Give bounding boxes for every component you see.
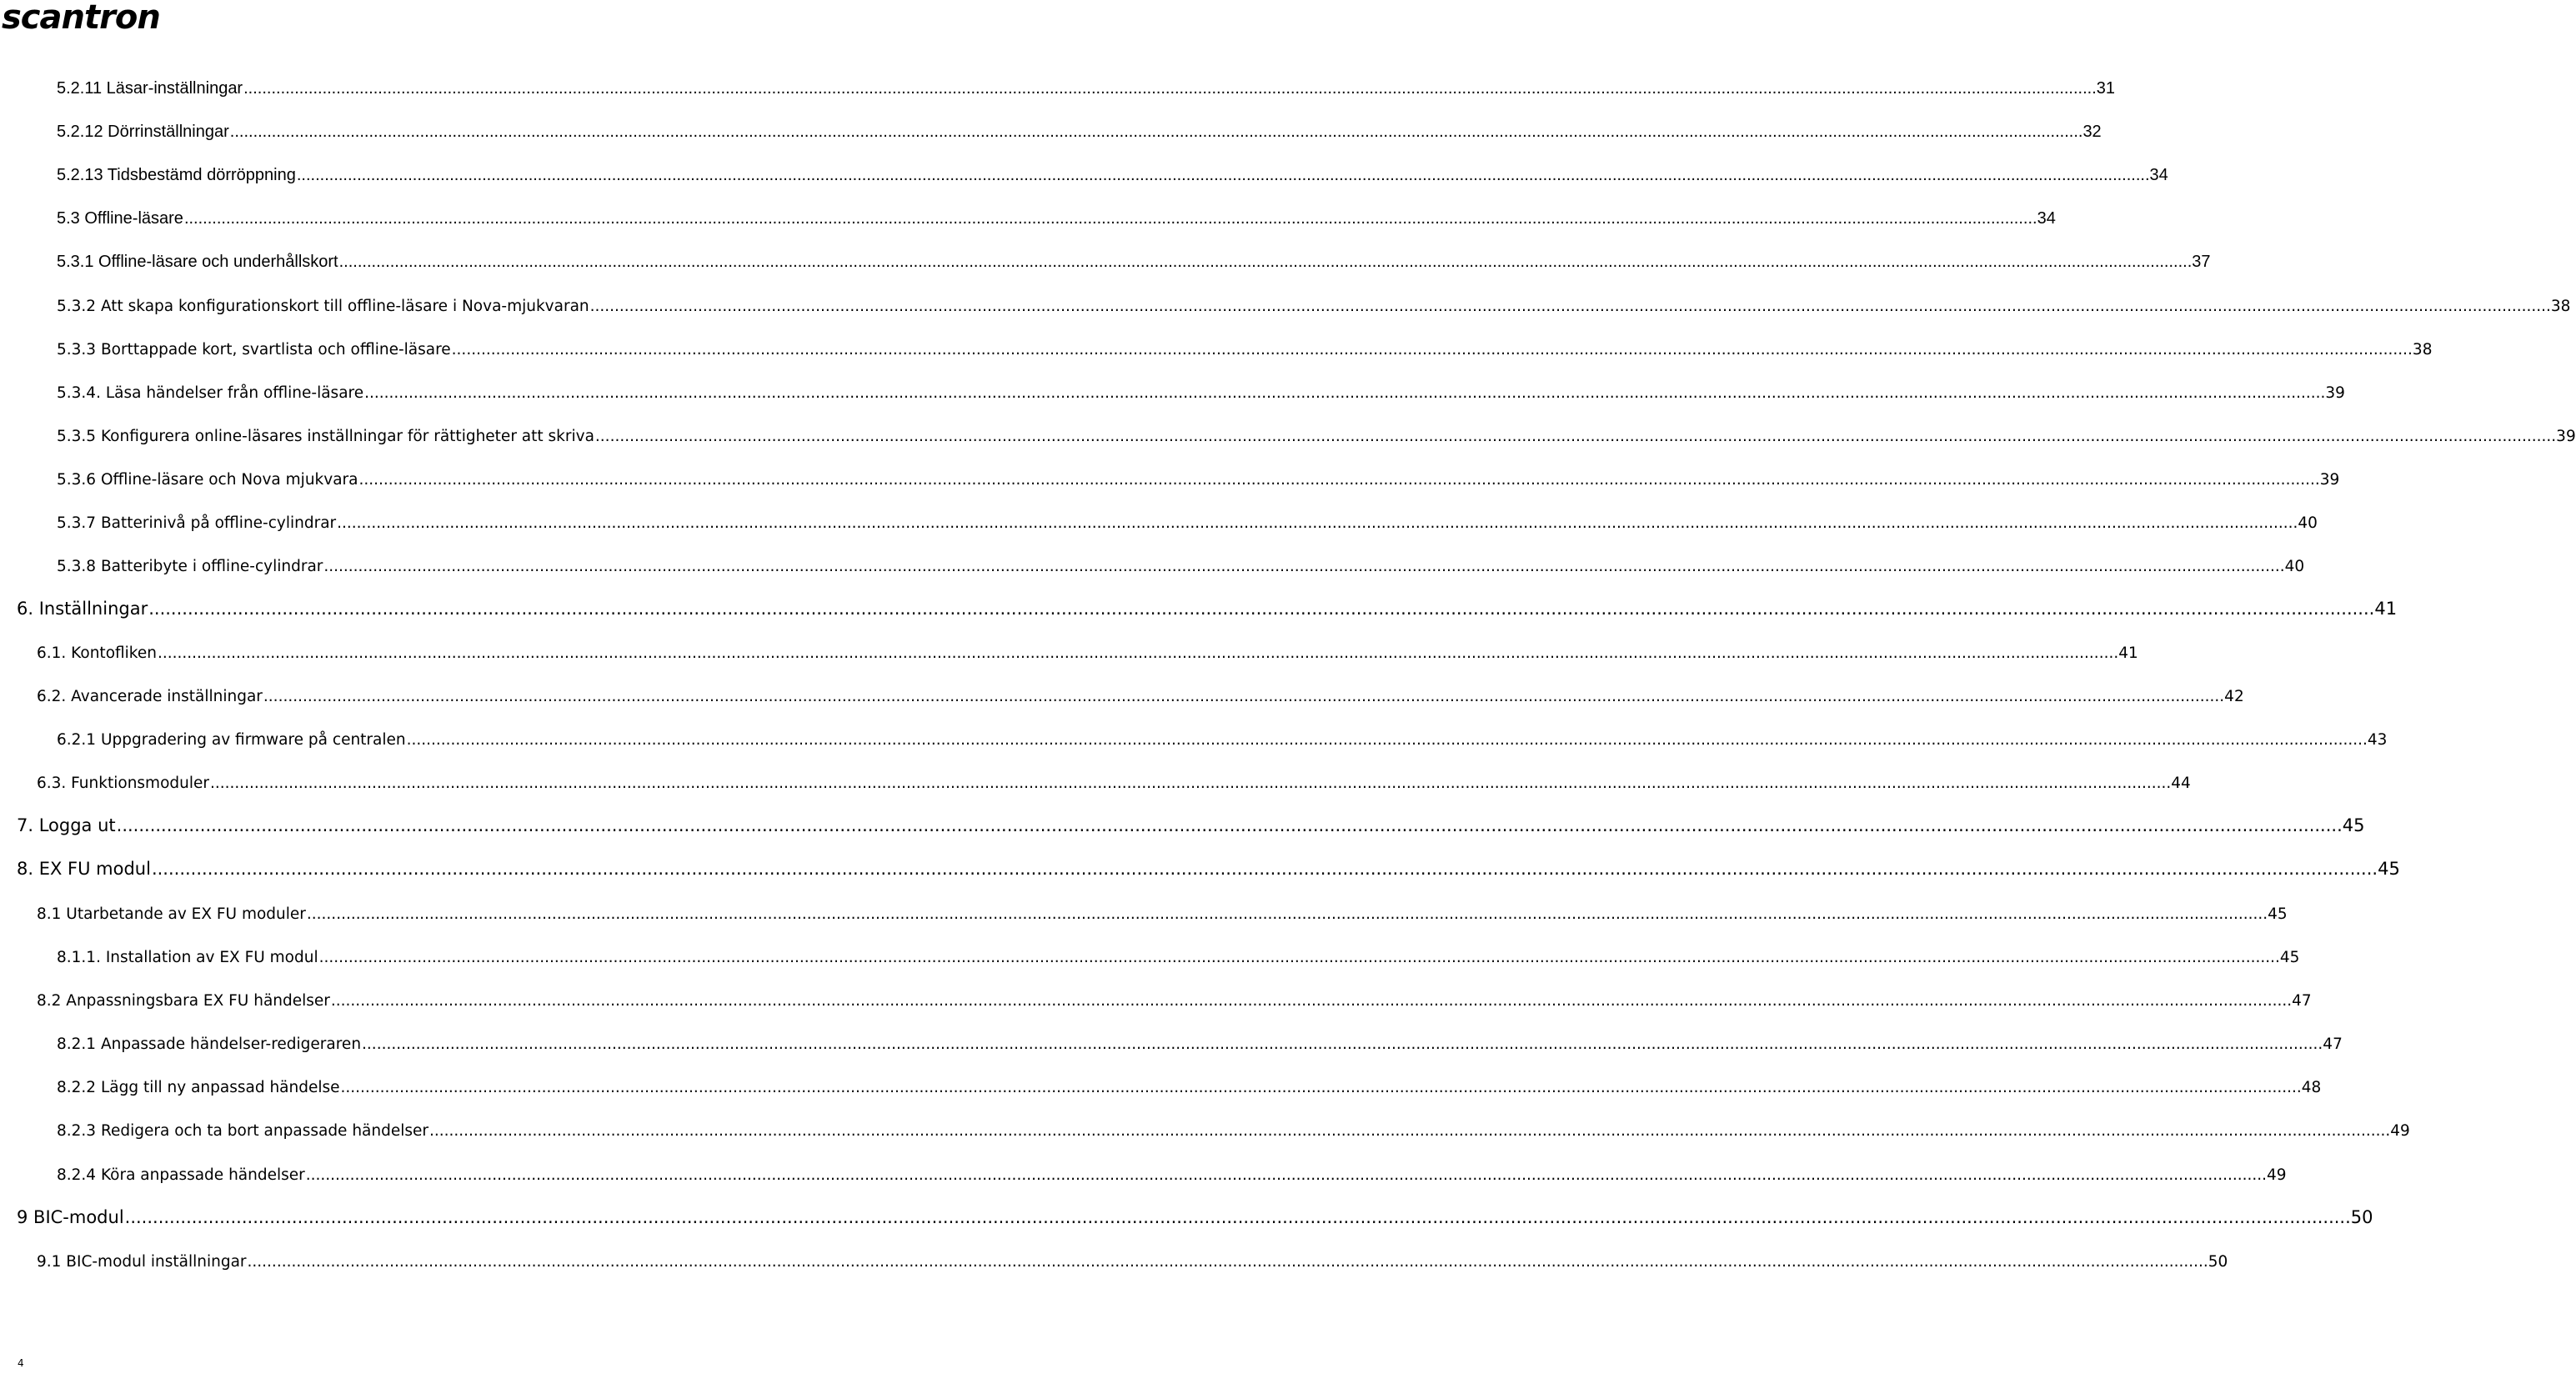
toc-leader-dots: ................................................................................................................................................................................................................................................................................................................................................................................................................ [183,209,2037,228]
toc-entry-title: 6. Inställningar [17,599,148,619]
toc-leader-dots: ................................................................................................................................................................................................................................................................................................................................................................................................................ [305,1166,2267,1184]
toc-entry-title: 5.3.7 Batterinivå på offline-cylindrar [57,514,337,532]
toc-entry-title: 6.3. Funktionsmoduler [37,775,209,792]
toc-entry-page: 47 [2323,1036,2343,1053]
toc-leader-dots: ................................................................................................................................................................................................................................................................................................................................................................................................................ [243,79,2097,98]
toc-entry[interactable] [57,290,2571,315]
toc-entry-title: 8.1 Utarbetande av EX FU moduler [37,905,306,923]
toc-entry[interactable] [57,1115,2410,1140]
toc-leader-dots: ................................................................................................................................................................................................................................................................................................................................................................................................................ [364,384,2326,402]
toc-entry-page: 40 [2284,558,2305,575]
toc-leader-dots: ................................................................................................................................................................................................................................................................................................................................................................................................................ [323,558,2285,575]
toc-leader-dots: ................................................................................................................................................................................................................................................................................................................................................................................................................ [594,428,2557,445]
toc-entry-page: 38 [2412,341,2433,359]
toc-entry[interactable] [57,203,2056,228]
toc-entry-page: 32 [2082,123,2102,141]
toc-leader-dots: ................................................................................................................................................................................................................................................................................................................................................................................................................ [338,253,2193,271]
toc-entry[interactable] [57,507,2318,532]
toc-entry-title: 8.2.1 Anpassade händelser-redigeraren [57,1036,362,1053]
toc-entry[interactable] [57,550,2305,575]
toc-entry[interactable] [57,247,2211,272]
toc-leader-dots: ................................................................................................................................................................................................................................................................................................................................................................................................................ [429,1122,2391,1140]
toc-entry-page: 50 [2350,1207,2373,1227]
toc-leader-dots: ................................................................................................................................................................................................................................................................................................................................................................................................................ [296,166,2150,184]
toc-entry-page: 45 [2279,949,2300,966]
toc-entry-title: 5.3.2 Att skapa konfigurationskort till offline-läsare i Nova-mjukvaran [57,298,589,315]
toc-leader-dots: ................................................................................................................................................................................................................................................................................................................................................................................................................ [306,905,2268,923]
toc-entry-title: 5.3.1 Offline-läsare och underhållskort [57,253,338,271]
toc-entry-title: 5.2.11 Läsar-inställningar [57,79,243,98]
toc-leader-dots: ................................................................................................................................................................................................................................................................................................................................................................................................................ [148,599,2375,619]
toc-entry-title: 5.2.13 Tidsbestämd dörröppning [57,166,296,184]
toc-entry-title: 5.3.8 Batteribyte i offline-cylindrar [57,558,323,575]
toc-entry-title: 8.2.3 Redigera och ta bort anpassade händelser [57,1122,428,1140]
toc-leader-dots: ................................................................................................................................................................................................................................................................................................................................................................................................................ [451,341,2413,359]
toc-leader-dots: ................................................................................................................................................................................................................................................................................................................................................................................................................ [318,949,2280,966]
toc-entry-page: 38 [2550,298,2571,315]
toc-entry-title: 6.2.1 Uppgradering av firmware på centralen [57,731,406,749]
toc-entry-title: 9.1 BIC-modul inställningar [37,1253,247,1271]
toc-entry-page: 34 [2149,166,2168,184]
toc-entry-title: 8.1.1. Installation av EX FU modul [57,949,318,966]
toc-entry[interactable] [57,73,2116,98]
toc-entry-page: 39 [2319,471,2340,489]
toc-leader-dots: ................................................................................................................................................................................................................................................................................................................................................................................................................ [340,1079,2302,1096]
toc-leader-dots: ................................................................................................................................................................................................................................................................................................................................................................................................................ [229,123,2083,141]
toc-leader-dots: ................................................................................................................................................................................................................................................................................................................................................................................................................ [330,992,2293,1010]
toc-leader-dots: ................................................................................................................................................................................................................................................................................................................................................................................................................ [263,688,2225,705]
toc-leader-dots: ................................................................................................................................................................................................................................................................................................................................................................................................................ [406,731,2368,749]
toc-entry-page: 45 [2378,859,2400,879]
svg-text:scantron: scantron [2,0,160,37]
toc-leader-dots: ................................................................................................................................................................................................................................................................................................................................................................................................................ [151,859,2378,879]
toc-entry[interactable] [37,680,2244,705]
toc-entry-page: 50 [2208,1253,2228,1271]
toc-entry[interactable] [57,1159,2287,1184]
toc-entry-title: 5.3.3 Borttappade kort, svartlista och offline-läsare [57,341,451,359]
toc-chapter[interactable] [17,1202,2373,1227]
toc-entry[interactable] [57,941,2300,966]
toc-entry-page: 45 [2268,905,2288,923]
toc-entry-title: 5.3 Offline-läsare [57,209,183,228]
toc-entry-page: 31 [2096,79,2116,98]
toc-entry-page: 45 [2342,815,2365,835]
toc-entry-page: 34 [2037,209,2056,228]
toc-entry-page: 49 [2267,1166,2287,1184]
toc-entry[interactable] [57,1028,2343,1053]
toc-entry-title: 8.2.2 Lägg till ny anpassad händelse [57,1079,340,1096]
toc-entry[interactable] [57,377,2345,402]
toc-entry-page: 40 [2298,514,2318,532]
toc-entry-title: 8.2.4 Köra anpassade händelser [57,1166,305,1184]
toc-entry-title: 9 BIC-modul [17,1207,124,1227]
toc-entry-page: 37 [2192,253,2211,271]
toc-entry-title: 5.3.5 Konfigurera online-läsares inställningar för rättigheter att skriva [57,428,594,445]
toc-entry-page: 48 [2301,1079,2322,1096]
toc-entry-title: 5.3.6 Offline-läsare och Nova mjukvara [57,471,358,489]
toc-entry[interactable] [57,420,2576,445]
toc-leader-dots: ................................................................................................................................................................................................................................................................................................................................................................................................................ [362,1036,2323,1053]
toc-entry[interactable] [37,1246,2228,1271]
scantron-logo [0,2,200,37]
toc-leader-dots: ................................................................................................................................................................................................................................................................................................................................................................................................................ [116,815,2343,835]
toc-entry-title: 6.2. Avancerade inställningar [37,688,263,705]
toc-entry-page: 44 [2171,775,2191,792]
toc-leader-dots: ................................................................................................................................................................................................................................................................................................................................................................................................................ [124,1207,2351,1227]
toc-entry[interactable] [37,767,2191,792]
toc-leader-dots: ................................................................................................................................................................................................................................................................................................................................................................................................................ [247,1253,2208,1271]
page-number: 4 [18,1357,24,1369]
toc-entry[interactable] [57,117,2102,142]
toc-entry[interactable] [37,637,2138,662]
toc-entry[interactable] [37,898,2288,923]
toc-entry-page: 49 [2390,1122,2410,1140]
toc-chapter[interactable] [17,594,2398,619]
toc-entry-page: 39 [2556,428,2576,445]
toc-entry-page: 39 [2325,384,2345,402]
toc-leader-dots: ................................................................................................................................................................................................................................................................................................................................................................................................................ [337,514,2298,532]
toc-entry[interactable] [57,724,2388,749]
toc-leader-dots: ................................................................................................................................................................................................................................................................................................................................................................................................................ [157,644,2119,662]
toc-leader-dots: ................................................................................................................................................................................................................................................................................................................................................................................................................ [589,298,2551,315]
toc-leader-dots: ................................................................................................................................................................................................................................................................................................................................................................................................................ [210,775,2172,792]
toc-entry[interactable] [57,333,2433,359]
toc-entry-title: 5.3.4. Läsa händelser från offline-läsare [57,384,364,402]
toc-entry-page: 43 [2367,731,2388,749]
toc-entry-page: 41 [2118,644,2138,662]
toc-chapter[interactable] [17,810,2365,835]
toc-entry-page: 41 [2374,599,2398,619]
toc-entry[interactable] [57,160,2168,185]
toc-entry-page: 47 [2292,992,2312,1010]
toc-entry-page: 42 [2224,688,2244,705]
toc-entry[interactable] [57,464,2340,489]
toc-entry-title: 5.2.12 Dörrinställningar [57,123,229,141]
toc-entry[interactable] [57,1071,2322,1096]
toc-entry-title: 8. EX FU modul [17,859,151,879]
toc-chapter[interactable] [17,854,2400,879]
toc-entry[interactable] [37,985,2312,1010]
toc-entry-title: 7. Logga ut [17,815,116,835]
toc-entry-title: 8.2 Anpassningsbara EX FU händelser [37,992,330,1010]
toc-leader-dots: ................................................................................................................................................................................................................................................................................................................................................................................................................ [358,471,2320,489]
toc-entry-title: 6.1. Kontofliken [37,644,157,662]
